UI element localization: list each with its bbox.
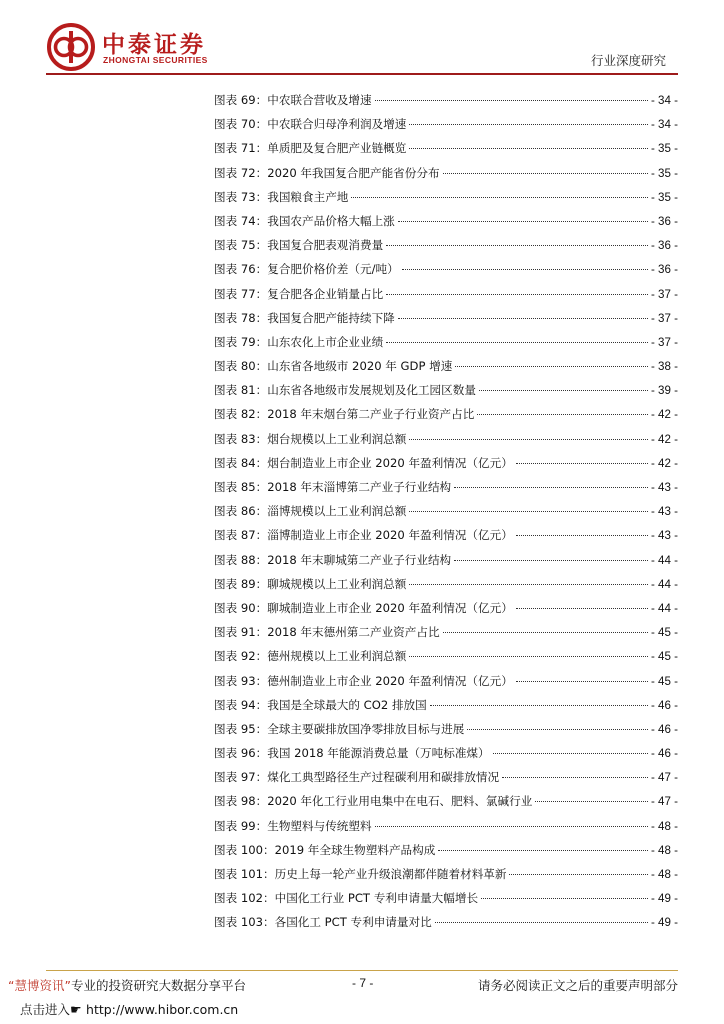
toc-dot-leader [509, 874, 647, 875]
toc-entry[interactable] [214, 890, 678, 914]
toc-entry-label: 图表 81：山东省各地级市发展规划及化工园区数量 [214, 383, 476, 398]
toc-dot-leader [409, 124, 648, 125]
toc-entry-label: 图表 84：烟台制造业上市企业 2020 年盈利情况（亿元） [214, 455, 513, 470]
toc-entry[interactable] [214, 745, 678, 769]
toc-entry[interactable] [214, 213, 678, 237]
toc-dot-leader [409, 439, 648, 440]
toc-entry-page: - 42 - [650, 432, 678, 446]
toc-entry[interactable] [214, 140, 678, 164]
toc-entry-label: 图表 70：中农联合归母净利润及增速 [214, 117, 407, 132]
toc-entry[interactable] [214, 842, 678, 866]
toc-entry-label: 图表 103：各国化工 PCT 专利申请量对比 [214, 915, 432, 930]
toc-entry[interactable] [214, 406, 678, 430]
footer-slogan [8, 976, 246, 994]
toc-entry[interactable] [214, 165, 678, 189]
toc-entry-label: 图表 82：2018 年末烟台第二产业子行业资产占比 [214, 407, 475, 422]
toc-entry-page: - 43 - [650, 529, 678, 543]
toc-dot-leader [467, 729, 648, 730]
toc-entry-label: 图表 77：复合肥各企业销量占比 [214, 286, 384, 301]
toc-dot-leader [493, 753, 648, 754]
toc-entry-label: 图表 102：中国化工行业 PCT 专利申请量大幅增长 [214, 891, 479, 906]
zhongtai-logo-icon [46, 22, 96, 72]
toc-entry-page: - 37 - [650, 311, 678, 325]
toc-entry-page: - 43 - [650, 505, 678, 519]
toc-dot-leader [409, 656, 648, 657]
toc-entry-page: - 37 - [650, 287, 678, 301]
toc-entry-page: - 48 - [650, 819, 678, 833]
toc-entry-label: 图表 89：聊城规模以上工业利润总额 [214, 576, 407, 591]
figure-table-of-contents [214, 92, 678, 939]
toc-entry-label: 图表 71：单质肥及复合肥产业链概览 [214, 141, 407, 156]
toc-dot-leader [398, 318, 648, 319]
toc-dot-leader [516, 681, 648, 682]
toc-entry-label: 图表 91：2018 年末德州第二产业资产占比 [214, 625, 440, 640]
toc-entry-page: - 48 - [650, 843, 678, 857]
toc-entry-page: - 34 - [650, 94, 678, 107]
footer-divider [46, 970, 678, 971]
toc-entry[interactable] [214, 455, 678, 479]
toc-entry[interactable] [214, 382, 678, 406]
toc-dot-leader [502, 777, 648, 778]
toc-dot-leader [516, 535, 648, 536]
toc-entry-page: - 44 - [650, 601, 678, 615]
page-header [0, 0, 724, 80]
footer-disclaimer: 请务必阅读正文之后的重要声明部分 [477, 978, 678, 993]
toc-dot-leader [481, 898, 648, 899]
toc-entry-label: 图表 75：我国复合肥表观消费量 [214, 238, 384, 253]
toc-entry-page: - 45 - [650, 626, 678, 640]
toc-entry[interactable] [214, 527, 678, 551]
toc-entry-label: 图表 92：德州规模以上工业利润总额 [214, 649, 407, 664]
toc-entry-label: 图表 74：我国农产品价格大幅上涨 [214, 213, 395, 228]
toc-dot-leader [398, 221, 648, 222]
toc-entry[interactable] [214, 673, 678, 697]
toc-entry-label: 图表 78：我国复合肥产能持续下降 [214, 310, 395, 325]
toc-dot-leader [375, 826, 648, 827]
pointing-hand-icon: ☛ [70, 1003, 82, 1018]
toc-entry[interactable] [214, 310, 678, 334]
page-number: - 7 - [352, 976, 374, 990]
footer-brand: “慧博资讯” [8, 978, 71, 993]
toc-entry-page: - 42 - [650, 456, 678, 470]
toc-entry-page: - 45 - [650, 674, 678, 688]
toc-entry[interactable] [214, 334, 678, 358]
toc-dot-leader [443, 632, 648, 633]
toc-entry-label: 图表 73：我国粮食主产地 [214, 189, 349, 204]
footer-link-url[interactable]: http://www.hibor.com.cn [86, 1002, 239, 1017]
toc-entry-label: 图表 97：煤化工典型路径生产过程碳利用和碳排放情况 [214, 770, 500, 785]
toc-dot-leader [386, 245, 648, 246]
toc-entry[interactable] [214, 697, 678, 721]
toc-entry[interactable] [214, 552, 678, 576]
toc-entry-label: 图表 100：2019 年全球生物塑料产品构成 [214, 842, 436, 857]
toc-entry[interactable] [214, 576, 678, 600]
toc-entry-label: 图表 96：我国 2018 年能源消费总量（万吨标准煤） [214, 746, 490, 761]
toc-entry-page: - 35 - [650, 166, 678, 180]
toc-entry-label: 图表 80：山东省各地级市 2020 年 GDP 增速 [214, 359, 453, 374]
toc-entry-label: 图表 93：德州制造业上市企业 2020 年盈利情况（亿元） [214, 673, 513, 688]
toc-entry-label: 图表 99：生物塑料与传统塑料 [214, 818, 372, 833]
toc-entry-page: - 36 - [650, 214, 678, 228]
toc-entry[interactable] [214, 503, 678, 527]
logo-english-name: ZHONGTAI SECURITIES [103, 55, 208, 65]
toc-entry-label: 图表 76：复合肥价格价差（元/吨） [214, 262, 399, 277]
toc-entry[interactable] [214, 866, 678, 890]
toc-entry-page: - 44 - [650, 553, 678, 567]
toc-dot-leader [443, 173, 648, 174]
footer-link-prefix: 点击进入 [20, 1002, 71, 1017]
toc-entry[interactable] [214, 721, 678, 745]
toc-entry-label: 图表 90：聊城制造业上市企业 2020 年盈利情况（亿元） [214, 600, 513, 615]
toc-entry-label: 图表 87：淄博制造业上市企业 2020 年盈利情况（亿元） [214, 528, 513, 543]
toc-dot-leader [477, 414, 648, 415]
toc-entry-page: - 38 - [650, 360, 678, 374]
toc-entry-label: 图表 95：全球主要碳排放国净零排放目标与进展 [214, 721, 465, 736]
toc-dot-leader [409, 148, 648, 149]
toc-entry-label: 图表 101：历史上每一轮产业升级浪潮都伴随着材料革新 [214, 867, 507, 881]
toc-dot-leader [438, 850, 648, 851]
toc-entry-page: - 46 - [650, 698, 678, 712]
toc-entry-page: - 37 - [650, 335, 678, 349]
toc-entry-page: - 49 - [650, 892, 678, 906]
toc-entry[interactable] [214, 648, 678, 672]
toc-entry-label: 图表 98：2020 年化工行业用电集中在电石、肥料、氯碱行业 [214, 794, 533, 809]
toc-entry-label: 图表 69：中农联合营收及增速 [214, 93, 372, 107]
toc-entry-page: - 45 - [650, 650, 678, 664]
toc-entry-page: - 43 - [650, 481, 678, 494]
toc-entry[interactable] [214, 914, 678, 938]
toc-entry-label: 图表 72：2020 年我国复合肥产能省份分布 [214, 165, 440, 180]
toc-entry[interactable] [214, 431, 678, 455]
toc-dot-leader [351, 197, 648, 198]
toc-entry[interactable] [214, 286, 678, 310]
toc-entry-label: 图表 85：2018 年末淄博第二产业子行业结构 [214, 480, 452, 494]
logo-chinese-name: 中泰证券 [102, 32, 206, 58]
toc-entry-page: - 47 - [650, 795, 678, 809]
toc-entry-page: - 34 - [650, 118, 678, 132]
toc-entry-page: - 47 - [650, 771, 678, 785]
toc-entry-label: 图表 83：烟台规模以上工业利润总额 [214, 431, 407, 446]
toc-entry[interactable] [214, 116, 678, 140]
toc-dot-leader [516, 608, 648, 609]
toc-entry-page: - 42 - [650, 408, 678, 422]
toc-entry[interactable] [214, 818, 678, 842]
toc-entry-page: - 46 - [650, 722, 678, 736]
toc-entry[interactable] [214, 189, 678, 213]
toc-entry[interactable] [214, 793, 678, 817]
company-logo [46, 22, 246, 74]
toc-entry-page: - 35 - [650, 142, 678, 156]
toc-entry[interactable] [214, 479, 678, 503]
toc-dot-leader [409, 584, 648, 585]
toc-entry-page: - 44 - [650, 577, 678, 591]
header-divider [46, 73, 678, 75]
toc-entry-page: - 39 - [650, 384, 678, 398]
toc-dot-leader [386, 294, 648, 295]
toc-entry-page: - 46 - [650, 747, 678, 761]
toc-dot-leader [402, 269, 648, 270]
toc-entry[interactable] [214, 237, 678, 261]
toc-entry-page: - 36 - [650, 239, 678, 253]
toc-entry-label: 图表 88：2018 年末聊城第二产业子行业结构 [214, 552, 452, 567]
toc-entry[interactable] [214, 92, 678, 116]
toc-entry-page: - 48 - [650, 868, 678, 881]
toc-dot-leader [375, 100, 648, 101]
toc-dot-leader [455, 366, 648, 367]
toc-entry-label: 图表 94：我国是全球最大的 CO2 排放国 [214, 697, 427, 712]
toc-entry-page: - 36 - [650, 263, 678, 277]
toc-dot-leader [454, 487, 648, 488]
toc-entry[interactable] [214, 624, 678, 648]
footer-slogan-text: 专业的投资研究大数据分享平台 [70, 978, 246, 993]
toc-dot-leader [516, 463, 648, 464]
toc-entry[interactable] [214, 600, 678, 624]
toc-entry[interactable] [214, 261, 678, 285]
toc-entry-label: 图表 79：山东农化上市企业业绩 [214, 334, 384, 349]
toc-dot-leader [430, 705, 648, 706]
toc-entry-label: 图表 86：淄博规模以上工业利润总额 [214, 504, 407, 519]
report-type-label: 行业深度研究 [590, 53, 666, 68]
toc-dot-leader [409, 511, 648, 512]
toc-dot-leader [386, 342, 648, 343]
toc-dot-leader [479, 390, 648, 391]
toc-entry-page: - 35 - [650, 190, 678, 204]
toc-dot-leader [435, 922, 648, 923]
toc-entry[interactable] [214, 769, 678, 793]
toc-entry-page: - 49 - [650, 916, 678, 930]
toc-entry[interactable] [214, 358, 678, 382]
toc-dot-leader [454, 560, 648, 561]
toc-dot-leader [535, 801, 648, 802]
footer-link-line[interactable] [20, 1000, 238, 1018]
